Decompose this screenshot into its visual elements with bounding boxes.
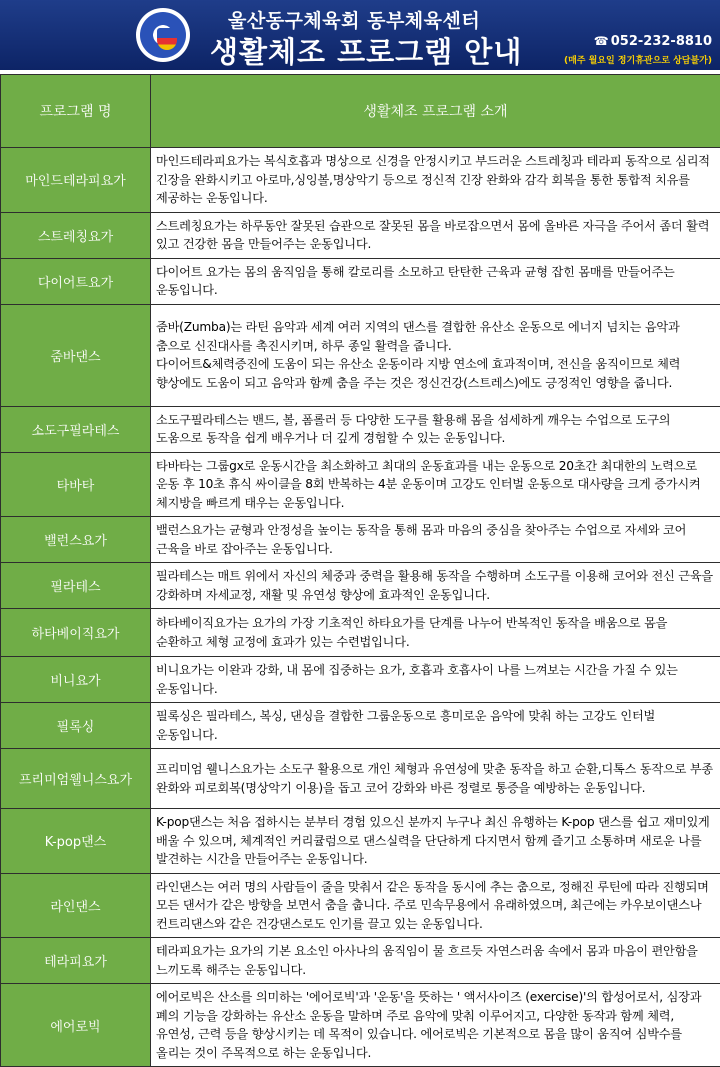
program-description bbox=[151, 406, 720, 452]
program-name: K-pop댄스 bbox=[1, 809, 151, 874]
table-row bbox=[1, 517, 720, 563]
program-name: 타바타 bbox=[1, 452, 151, 517]
description-paragraph: 다이어트&체력증진에 도움이 되는 유산소 운동이라 지방 연소에 효과적이며, 전신을 움직이므로 체력 향상에도 도움이 되고 음악과 함께 춤을 주는 것은 정신건강(스트레스)에도 긍정적인 영향을 줍니다. bbox=[156, 355, 714, 392]
program-description bbox=[151, 258, 720, 304]
description-paragraph: 테라피요가는 요가의 기본 요소인 아사나의 움직임이 물 흐르듯 자연스러움 속에서 몸과 마음이 편안함을 느끼도록 해주는 운동입니다. bbox=[156, 942, 714, 979]
table-row bbox=[1, 809, 720, 874]
table-row bbox=[1, 984, 720, 1067]
program-description bbox=[151, 148, 720, 213]
description-paragraph: 하타베이직요가는 요가의 가장 기초적인 하타요가를 단계를 나누어 반복적인 동작을 배움으로 몸을 순환하고 체형 교정에 효과가 있는 수련법입니다. bbox=[156, 614, 714, 651]
program-description bbox=[151, 657, 720, 703]
program-name: 필록싱 bbox=[1, 703, 151, 749]
description-paragraph: 줌바(Zumba)는 라틴 음악과 세계 여러 지역의 댄스를 결합한 유산소 운동으로 에너지 넘치는 음악과 춤으로 신진대사를 촉진시키며, 하루 종일 활력을 줍니다. bbox=[156, 318, 714, 355]
program-name: 스트레칭요가 bbox=[1, 212, 151, 258]
description-paragraph: 비니요가는 이완과 강화, 내 몸에 집중하는 요가, 호흡과 호흡사이 나를 느껴보는 시간을 가질 수 있는 운동입니다. bbox=[156, 661, 714, 698]
program-name: 줌바댄스 bbox=[1, 304, 151, 406]
description-paragraph: 마인드테라피요가는 복식호흡과 명상으로 신경을 안정시키고 부드러운 스트레칭과 테라피 동작으로 심리적 긴장을 완화시키고 아로마,싱잉볼,명상악기 등으로 정신적 긴장 완화와 감각 회복을 통한 통합적 치유를 제공하는 운동입니다. bbox=[156, 152, 714, 208]
description-paragraph: 다이어트 요가는 몸의 움직임을 통해 칼로리를 소모하고 탄탄한 근육과 균형 잡힌 몸매를 만들어주는 운동입니다. bbox=[156, 263, 714, 300]
page-title: 생활체조 프로그램 안내 bbox=[210, 30, 522, 71]
table-row bbox=[1, 304, 720, 406]
phone-number bbox=[594, 34, 712, 49]
phone-icon: ☎ bbox=[594, 34, 609, 48]
program-name: 프리미엄웰니스요가 bbox=[1, 749, 151, 809]
table-body bbox=[1, 148, 720, 1067]
description-paragraph: 타바타는 그룹gx로 운동시간을 최소화하고 최대의 운동효과를 내는 운동으로 20초간 최대한의 노력으로 운동 후 10초 휴식 싸이클을 8회 반복하는 4분 운동이며 고강도 인터벌 운동으로 대사량을 크게 증가시켜 체지방을 빠르게 태우는 운동입니다. bbox=[156, 457, 714, 513]
program-description bbox=[151, 938, 720, 984]
program-description bbox=[151, 517, 720, 563]
program-name: 밸런스요가 bbox=[1, 517, 151, 563]
column-header-desc: 생활체조 프로그램 소개 bbox=[151, 75, 720, 148]
program-name: 에어로빅 bbox=[1, 984, 151, 1067]
program-description bbox=[151, 212, 720, 258]
phone-text: 052-232-8810 bbox=[611, 34, 712, 49]
program-name: 하타베이직요가 bbox=[1, 609, 151, 657]
program-description bbox=[151, 873, 720, 938]
description-paragraph: 소도구필라테스는 밴드, 볼, 폼롤러 등 다양한 도구를 활용해 몸을 섬세하게 깨우는 수업으로 도구의 도움으로 동작을 쉽게 배우거나 더 깊게 경험할 수 있는 운동입니다. bbox=[156, 411, 714, 448]
program-description bbox=[151, 304, 720, 406]
program-name: 라인댄스 bbox=[1, 873, 151, 938]
program-name: 마인드테라피요가 bbox=[1, 148, 151, 213]
description-paragraph: 라인댄스는 여러 명의 사람들이 줄을 맞춰서 같은 동작을 동시에 추는 춤으로, 정해진 루틴에 따라 진행되며 모든 댄서가 같은 방향을 보면서 춤을 춥니다. 주로 민속무용에서 유래하였으며, 최근에는 카우보이댄스나 컨트리댄스와 같은 건강댄스로도 인기를 끌고 있는 운동입니다. bbox=[156, 878, 714, 934]
table-row bbox=[1, 452, 720, 517]
sports-council-logo-icon bbox=[136, 8, 190, 62]
table-row bbox=[1, 563, 720, 609]
table-row bbox=[1, 609, 720, 657]
description-paragraph: 에어로빅은 산소를 의미하는 '에어로빅'과 '운동'을 뜻하는 ' 액서사이즈 (exercise)'의 합성어로서, 심장과 폐의 기능을 강화하는 유산소 운동을 말하며 주로 음악에 맞춰 이루어지고, 다양한 동작과 함께 체력, 유연성, 근력 등을 향상시키는 데 목적이 있습니다. 에어로빅은 기본적으로 몸을 많이 움직여 심박수를 올리는 것이 주목적으로 하는 운동입니다. bbox=[156, 988, 714, 1062]
program-name: 테라피요가 bbox=[1, 938, 151, 984]
description-paragraph: K-pop댄스는 처음 접하시는 분부터 경험 있으신 분까지 누구나 최신 유행하는 K-pop 댄스를 쉽고 재미있게 배울 수 있으며, 체계적인 커리큘럼으로 댄스실력을 단단하게 다지면서 함께 즐기고 소통하며 새로운 나를 발견하는 시간을 만들어주는 운동입니다. bbox=[156, 813, 714, 869]
table-row bbox=[1, 873, 720, 938]
table-row bbox=[1, 406, 720, 452]
logo-emblem bbox=[140, 12, 186, 58]
column-header-name: 프로그램 명 bbox=[1, 75, 151, 148]
closure-note: (매주 월요일 정기휴관으로 상담불가) bbox=[564, 53, 712, 66]
description-paragraph: 프리미엄 웰니스요가는 소도구 활용으로 개인 체형과 유연성에 맞춘 동작을 하고 순환,디톡스 동작으로 부종 완화와 피로회복(명상악기 이용)을 돕고 코어 강화와 바른 정렬로 통증을 예방하는 운동입니다. bbox=[156, 760, 714, 797]
program-name: 소도구필라테스 bbox=[1, 406, 151, 452]
org-name: 울산동구체육회 동부체육센터 bbox=[228, 6, 480, 33]
description-paragraph: 필록싱은 필라테스, 복싱, 댄싱을 결합한 그룹운동으로 흥미로운 음악에 맞춰 하는 고강도 인터벌 운동입니다. bbox=[156, 707, 714, 744]
program-description bbox=[151, 984, 720, 1067]
program-description bbox=[151, 563, 720, 609]
table-row bbox=[1, 657, 720, 703]
table-row bbox=[1, 749, 720, 809]
program-name: 다이어트요가 bbox=[1, 258, 151, 304]
table-row bbox=[1, 258, 720, 304]
description-paragraph: 밸런스요가는 균형과 안정성을 높이는 동작을 통해 몸과 마음의 중심을 찾아주는 수업으로 자세와 코어 근육을 바로 잡아주는 운동입니다. bbox=[156, 521, 714, 558]
table-row bbox=[1, 148, 720, 213]
program-name: 비니요가 bbox=[1, 657, 151, 703]
table-row bbox=[1, 703, 720, 749]
program-description bbox=[151, 749, 720, 809]
logo-shield-icon bbox=[157, 28, 177, 50]
description-paragraph: 스트레칭요가는 하루동안 잘못된 습관으로 잘못된 몸을 바로잡으면서 몸에 올바른 자극을 주어서 좀더 활력 있고 건강한 몸을 만들어주는 운동입니다. bbox=[156, 217, 714, 254]
description-paragraph: 필라테스는 매트 위에서 자신의 체중과 중력을 활용해 동작을 수행하며 소도구를 이용해 코어와 전신 근육을 강화하며 자세교정, 재활 및 유연성 향상에 효과적인 운동입니다. bbox=[156, 567, 714, 604]
table-row bbox=[1, 938, 720, 984]
program-name: 필라테스 bbox=[1, 563, 151, 609]
program-table bbox=[0, 74, 720, 1067]
program-description bbox=[151, 452, 720, 517]
program-description bbox=[151, 609, 720, 657]
page-header bbox=[0, 0, 720, 70]
program-description bbox=[151, 809, 720, 874]
table-row bbox=[1, 212, 720, 258]
table-header-row bbox=[1, 75, 720, 148]
program-description bbox=[151, 703, 720, 749]
